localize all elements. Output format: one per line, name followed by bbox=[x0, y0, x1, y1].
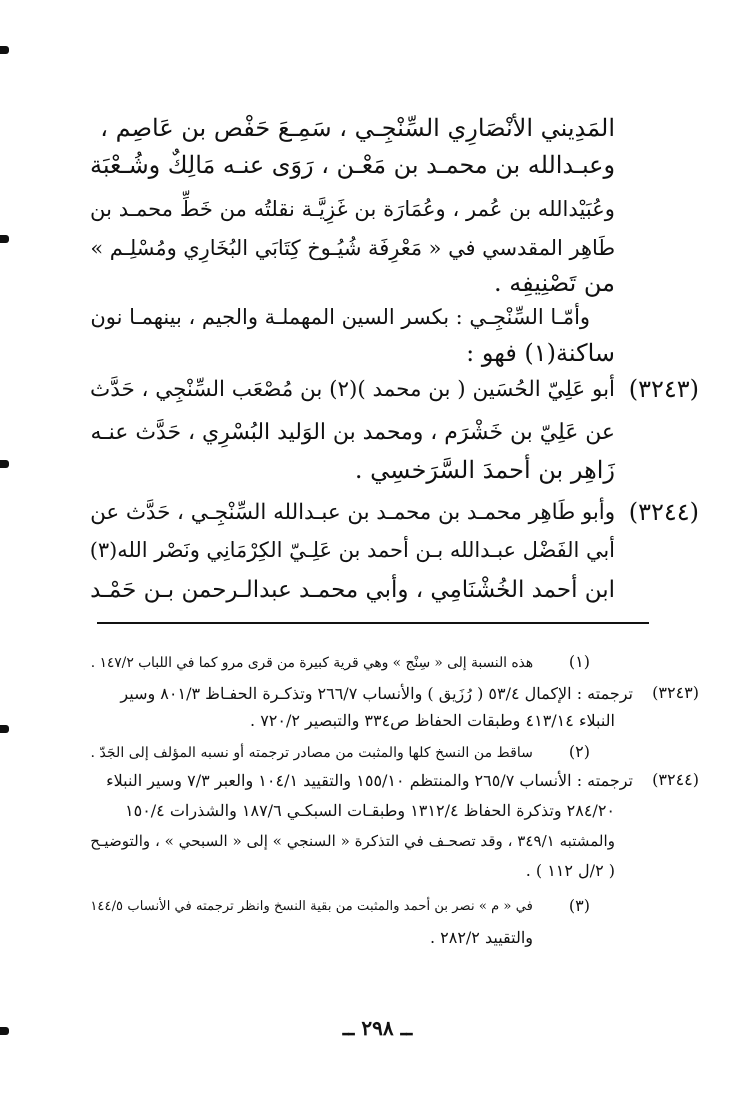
footnote-line: في « م » نصر بن أحمد والمثبت من بقية النسخ وانظر ترجمته في الأنساب ١٤٤/٥ bbox=[90, 899, 533, 914]
entry-line: وأبو طَاهِر محمـد بن محمـد بن عبـدالله السِّنْجِـي ، حَدَّث عن bbox=[90, 500, 615, 525]
entry-line: أبي الفَضْل عبـدالله بـن أحمد بن عَلِـيّ الكِرْمَانِي ونَصْر الله(٣) bbox=[89, 538, 615, 562]
entry-line: عن عَلِيّ بن خَشْرَم ، ومحمد بن الوَليد البُسْرِي ، حَدَّث عنـه bbox=[90, 420, 615, 445]
footnote-number: (٣٢٤٤) bbox=[652, 770, 699, 789]
scan-mark bbox=[0, 235, 9, 243]
footnote-line: والتقييد ٢٨٢/٢ . bbox=[429, 928, 533, 947]
scan-mark bbox=[0, 46, 9, 54]
footnote-line: النبلاء ٤١٣/١٤ وطبقات الحفاظ ص٣٣٤ والتبصير ٧٢٠/٢ . bbox=[250, 711, 615, 730]
scan-mark bbox=[0, 460, 9, 468]
page-number: ــ ٢٩٨ ــ bbox=[342, 1016, 413, 1040]
footnote-number: (٣) bbox=[568, 896, 590, 915]
footnote-separator bbox=[97, 622, 649, 624]
intro-line: طَاهِر المقدسي في « مَعْرِفَة شُيُـوخ كِتَابَي البُخَارِي ومُسْلِـم » bbox=[90, 236, 615, 260]
intro-line: وعبـدالله بن محمـد بن مَعْـن ، رَوَى عنـه مَالِكٌ وشُـعْبَة bbox=[90, 151, 615, 179]
footnote-line: ساقط من النسخ كلها والمثبت من مصادر ترجمته أو نسبه المؤلف إلى الجَدّ . bbox=[90, 745, 533, 761]
footnote-number: (٢) bbox=[568, 742, 590, 761]
entry-line: ابن أحمد الخُشْنَامِي ، وأبي محمـد عبدالـرحمن بـن حَمْـد bbox=[90, 577, 615, 603]
entry-number: (٣٢٤٤) bbox=[628, 498, 699, 526]
footnote-line: ترجمته : الإكمال ٥٣/٤ ( رُزَيق ) والأنساب ٢٦٦/٧ وتذكـرة الحفـاظ ٨٠١/٣ وسير bbox=[120, 684, 633, 703]
entry-line: زَاهِر بن أحمدَ السَّرَخسِي . bbox=[354, 456, 615, 484]
footnote-line: والمشتبه ٣٤٩/١ ، وقد تصحـف في التذكرة « السنجي » إلى « السبحي » ، والتوضيـح bbox=[90, 832, 615, 850]
footnote-number: (٣٢٤٣) bbox=[652, 683, 699, 702]
footnote-line: ترجمته : الأنساب ٢٦٥/٧ والمنتظم ١٥٥/١٠ والتقييد ١٠٤/١ والعبر ٧/٣ وسير النبلاء bbox=[106, 771, 633, 790]
entry-line: أبو عَلِيّ الحُسَين ( بن محمد )(٢) بن مُصْعَب السِّنْجِي ، حَدَّث bbox=[90, 377, 615, 402]
footnote-line: ( ٢/ل ١١٢ ) . bbox=[525, 861, 615, 880]
footnote-line: ٢٨٤/٢٠ وتذكرة الحفاظ ١٣١٢/٤ وطبقـات السبكـي ١٨٧/٦ والشذرات ١٥٠/٤ bbox=[125, 801, 615, 820]
footnote-number: (١) bbox=[568, 652, 590, 671]
intro-line: وعُبَيْدالله بن عُمر ، وعُمَارَة بن غَزِيَّـة نقلتُه من خَطِّ محمـد بن bbox=[90, 196, 615, 221]
footnote-line: هذه النسبة إلى « سِنْج » وهي قرية كبيرة من قرى مرو كما في اللباب ١٤٧/٢ . bbox=[90, 655, 533, 671]
intro-line: من تَصْنِيفِه . bbox=[494, 269, 615, 297]
scan-mark bbox=[0, 725, 9, 733]
intro-line: المَدِيني الأنْصَارِي السِّنْجِـي ، سَمِـعَ حَفْص بن عَاصِم ، bbox=[100, 114, 615, 142]
paragraph-line: وأمّـا السِّنْجِـي : بكسر السين المهملـة والجيم ، بينهمـا نون bbox=[90, 305, 590, 329]
entry-number: (٣٢٤٣) bbox=[628, 375, 699, 403]
paragraph-line: ساكنة(١) فهو : bbox=[466, 339, 615, 367]
